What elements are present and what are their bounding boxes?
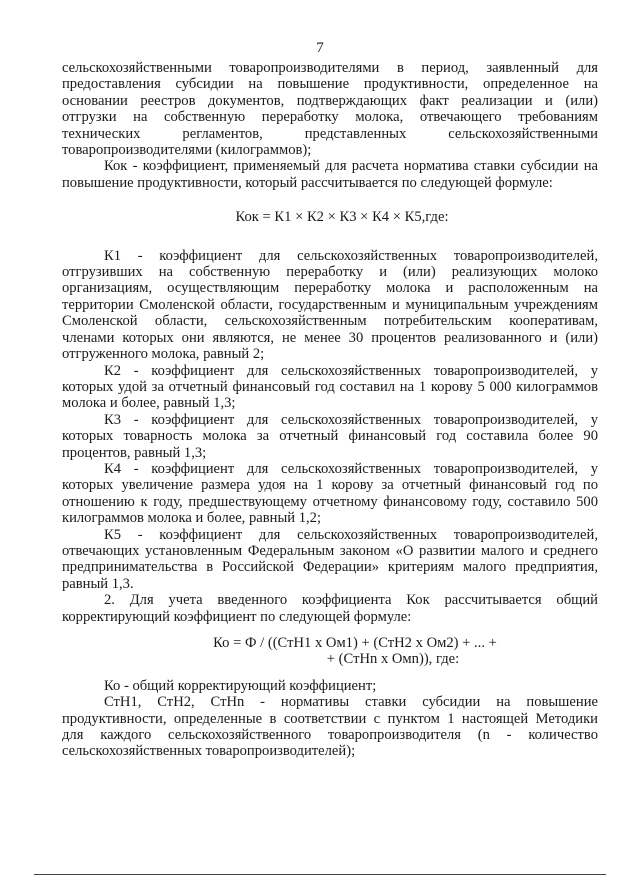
formula-ko	[62, 635, 598, 668]
text-line: организациям, осуществляющим переработку молока и расположенным на	[62, 280, 598, 297]
text-line: отгруженного молока, равный 2;	[62, 346, 265, 363]
formula-kok: Кок = К1 × К2 × К3 × К4 × К5,где:	[235, 209, 449, 226]
text-line: Кок - коэффициент, применяемый для расчета норматива ставки субсидии на	[104, 158, 598, 175]
text-line: отгрузки на собственную переработку молока, отвечающего требованиям	[62, 109, 598, 126]
text-line: повышение продуктивности, который рассчитывается по следующей формуле:	[62, 174, 553, 191]
text-line: процентов, равный 1,3;	[62, 444, 207, 461]
text-line: отношению к году, предшествующему отчетному финансовому году, составило 500	[62, 493, 598, 510]
text-line: которых увеличение размера удоя на 1 корову за отчетный финансовый год по	[62, 477, 598, 494]
page-number: 7	[316, 40, 324, 56]
text-line: сельскохозяйственными товаропроизводителями в период, заявленный для	[62, 60, 598, 76]
text-line: которых товарность молока за отчетный финансовый год составила более 90	[62, 428, 598, 445]
text-line: СтН1, СтН2, СтНn - нормативы ставки субсидии на повышение	[104, 694, 598, 711]
text-line: К4 - коэффициент для сельскохозяйственных товаропроизводителей, у	[104, 460, 598, 477]
text-line: сельскохозяйственных товаропроизводителей);	[62, 743, 356, 760]
text-line: территории Смоленской области, государственным и муниципальным учреждениям	[62, 296, 598, 313]
text-line: корректирующий коэффициент по следующей формуле:	[62, 608, 412, 625]
paragraph-k4	[62, 461, 598, 527]
text-line: Ко - общий корректирующий коэффициент;	[104, 677, 377, 694]
text-line: К1 - коэффициент для сельскохозяйственных товаропроизводителей,	[104, 247, 598, 264]
paragraph-k5	[62, 527, 598, 593]
text-line: килограммов молока и более, равный 1,2;	[62, 510, 322, 527]
text-line: предоставления субсидии на повышение продуктивности, определенное на	[62, 76, 598, 93]
text-line: Смоленской области, сельскохозяйственным потребительским кооперативам,	[62, 313, 598, 330]
paragraph-k3	[62, 412, 598, 461]
text-line: молока и более, равный 1,3;	[62, 395, 236, 412]
document-body	[62, 60, 598, 760]
bottom-divider	[34, 874, 606, 875]
text-line: основании реестров документов, подтверждающих факт реализации и (или)	[62, 92, 598, 109]
text-line: которых удой за отчетный финансовый год составил на 1 корову 5 000 килограммов	[62, 378, 598, 395]
formula-line: Ко = Ф / ((СтН1 х Ом1) + (СтН2 х Ом2) + ... +	[213, 635, 497, 651]
text-line: К5 - коэффициент для сельскохозяйственных товаропроизводителей,	[104, 526, 598, 543]
text-line: отвечающих установленным Федеральным законом «О развитии малого и среднего	[62, 542, 598, 559]
text-line: равный 1,3.	[62, 575, 134, 592]
paragraph-stn-definition	[62, 694, 598, 760]
paragraph-k2	[62, 363, 598, 412]
paragraph-ko-definition	[62, 678, 598, 694]
text-line: членами которых они являются, не менее 30 процентов реализованного и (или)	[62, 329, 598, 346]
text-line: товаропроизводителями (килограммов);	[62, 142, 312, 159]
text-line: продуктивности, определенные в соответствии с пунктом 1 настоящей Методики	[62, 710, 598, 727]
text-line: К3 - коэффициент для сельскохозяйственных товаропроизводителей, у	[104, 411, 598, 428]
text-line: предпринимательства в Российской Федерации» критериям малого предприятия,	[62, 559, 598, 576]
text-line: 2. Для учета введенного коэффициента Кок рассчитывается общий	[104, 592, 598, 609]
text-line: для каждого сельскохозяйственного товаропроизводителя (n - количество	[62, 727, 598, 744]
text-line: технических регламентов, представленных сельскохозяйственными	[62, 125, 598, 142]
paragraph-kok-definition	[62, 158, 598, 191]
text-line: К2 - коэффициент для сельскохозяйственных товаропроизводителей, у	[104, 362, 598, 379]
text-line: отгрузивших на собственную переработку и (или) реализующих молоко	[62, 264, 598, 281]
paragraph-section-2	[62, 592, 598, 625]
paragraph-continued	[62, 60, 598, 158]
formula-line: + (СтНn х Омn)), где:	[326, 651, 460, 668]
paragraph-k1	[62, 248, 598, 363]
